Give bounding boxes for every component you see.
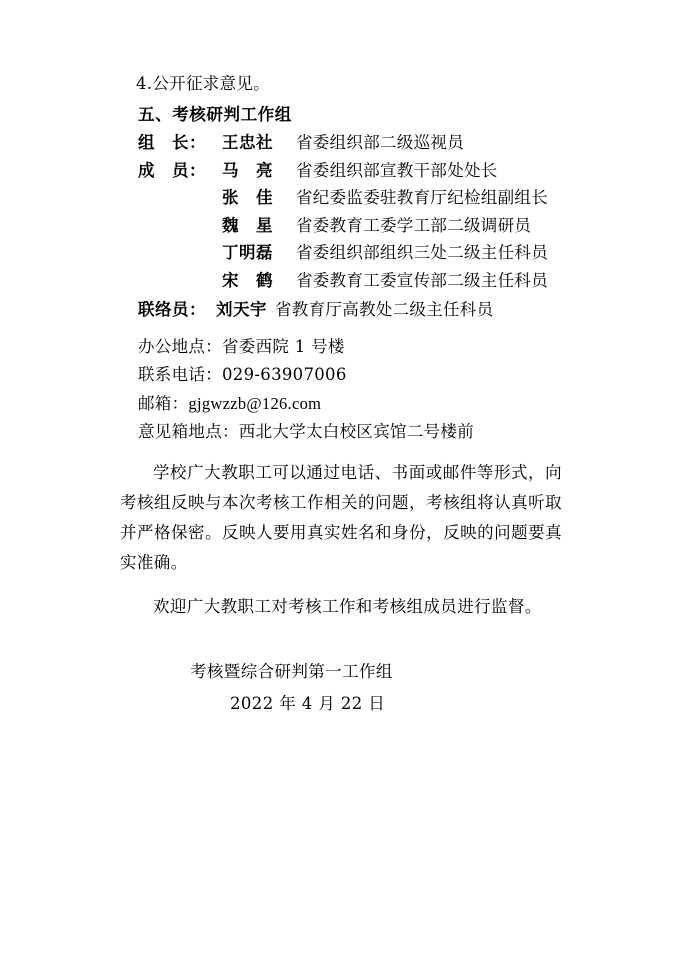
paragraph-supervision: 欢迎广大教职工对考核工作和考核组成员进行监督。 — [153, 596, 542, 616]
roster-row — [60, 270, 622, 290]
roster-title: 省委教育工委学工部二级调研员 — [296, 215, 532, 235]
roster-row — [60, 135, 622, 152]
roster-list — [60, 135, 622, 289]
roster-row — [60, 190, 622, 207]
roster-role: 成 员： — [138, 160, 206, 180]
roster-role: 组 长： — [138, 133, 206, 152]
contact-phone: 联系电话：029-63907006 — [138, 365, 347, 384]
document-body — [60, 70, 622, 713]
roster-name: 王忠社 — [222, 133, 273, 152]
roster-name: 丁明磊 — [222, 243, 273, 262]
signature-block — [60, 661, 622, 714]
liaison-title: 省教育厅高教处二级主任科员 — [275, 300, 494, 319]
liaison-row — [60, 302, 622, 319]
roster-title: 省委教育工委宣传部二级主任科员 — [296, 270, 548, 290]
contact-block — [60, 336, 622, 441]
contact-suggestion-box-location: 意见箱地点：西北大学太白校区宾馆二号楼前 — [138, 422, 474, 441]
roster-name: 宋 鹤 — [222, 270, 273, 290]
roster-row — [60, 160, 622, 180]
roster-row — [60, 215, 622, 235]
liaison-name: 刘天宇 — [216, 300, 267, 319]
signature-date: 2022 年 4 月 22 日 — [230, 694, 386, 714]
contact-email: 邮箱：gjgwzzb@126.com — [138, 393, 322, 413]
numbered-item: 4.公开征求意见。 — [136, 74, 270, 93]
roster-title: 省委组织部二级巡视员 — [296, 133, 464, 152]
roster-title: 省纪委监委驻教育厅纪检组副组长 — [296, 188, 548, 207]
liaison-label: 联络员： — [138, 300, 206, 319]
roster-name: 马 亮 — [222, 160, 273, 180]
section-heading: 五、考核研判工作组 — [138, 104, 292, 124]
roster-row — [60, 245, 622, 262]
signature-organization: 考核暨综合研判第一工作组 — [190, 661, 393, 681]
contact-office-address: 办公地点：省委西院 1 号楼 — [138, 336, 345, 356]
paragraph-feedback: 学校广大教职工可以通过电话、书面或邮件等形式，向考核组反映与本次考核工作相关的问题，考核组将认真听取并严格保密。反映人要用真实姓名和身份，反映的问题要真实准确。 — [120, 462, 562, 572]
roster-title: 省委组织部宣教干部处处长 — [296, 160, 498, 180]
roster-title: 省委组织部组织三处二级主任科员 — [296, 243, 548, 262]
roster-name: 魏 星 — [222, 215, 273, 235]
roster-name: 张 佳 — [222, 188, 273, 207]
